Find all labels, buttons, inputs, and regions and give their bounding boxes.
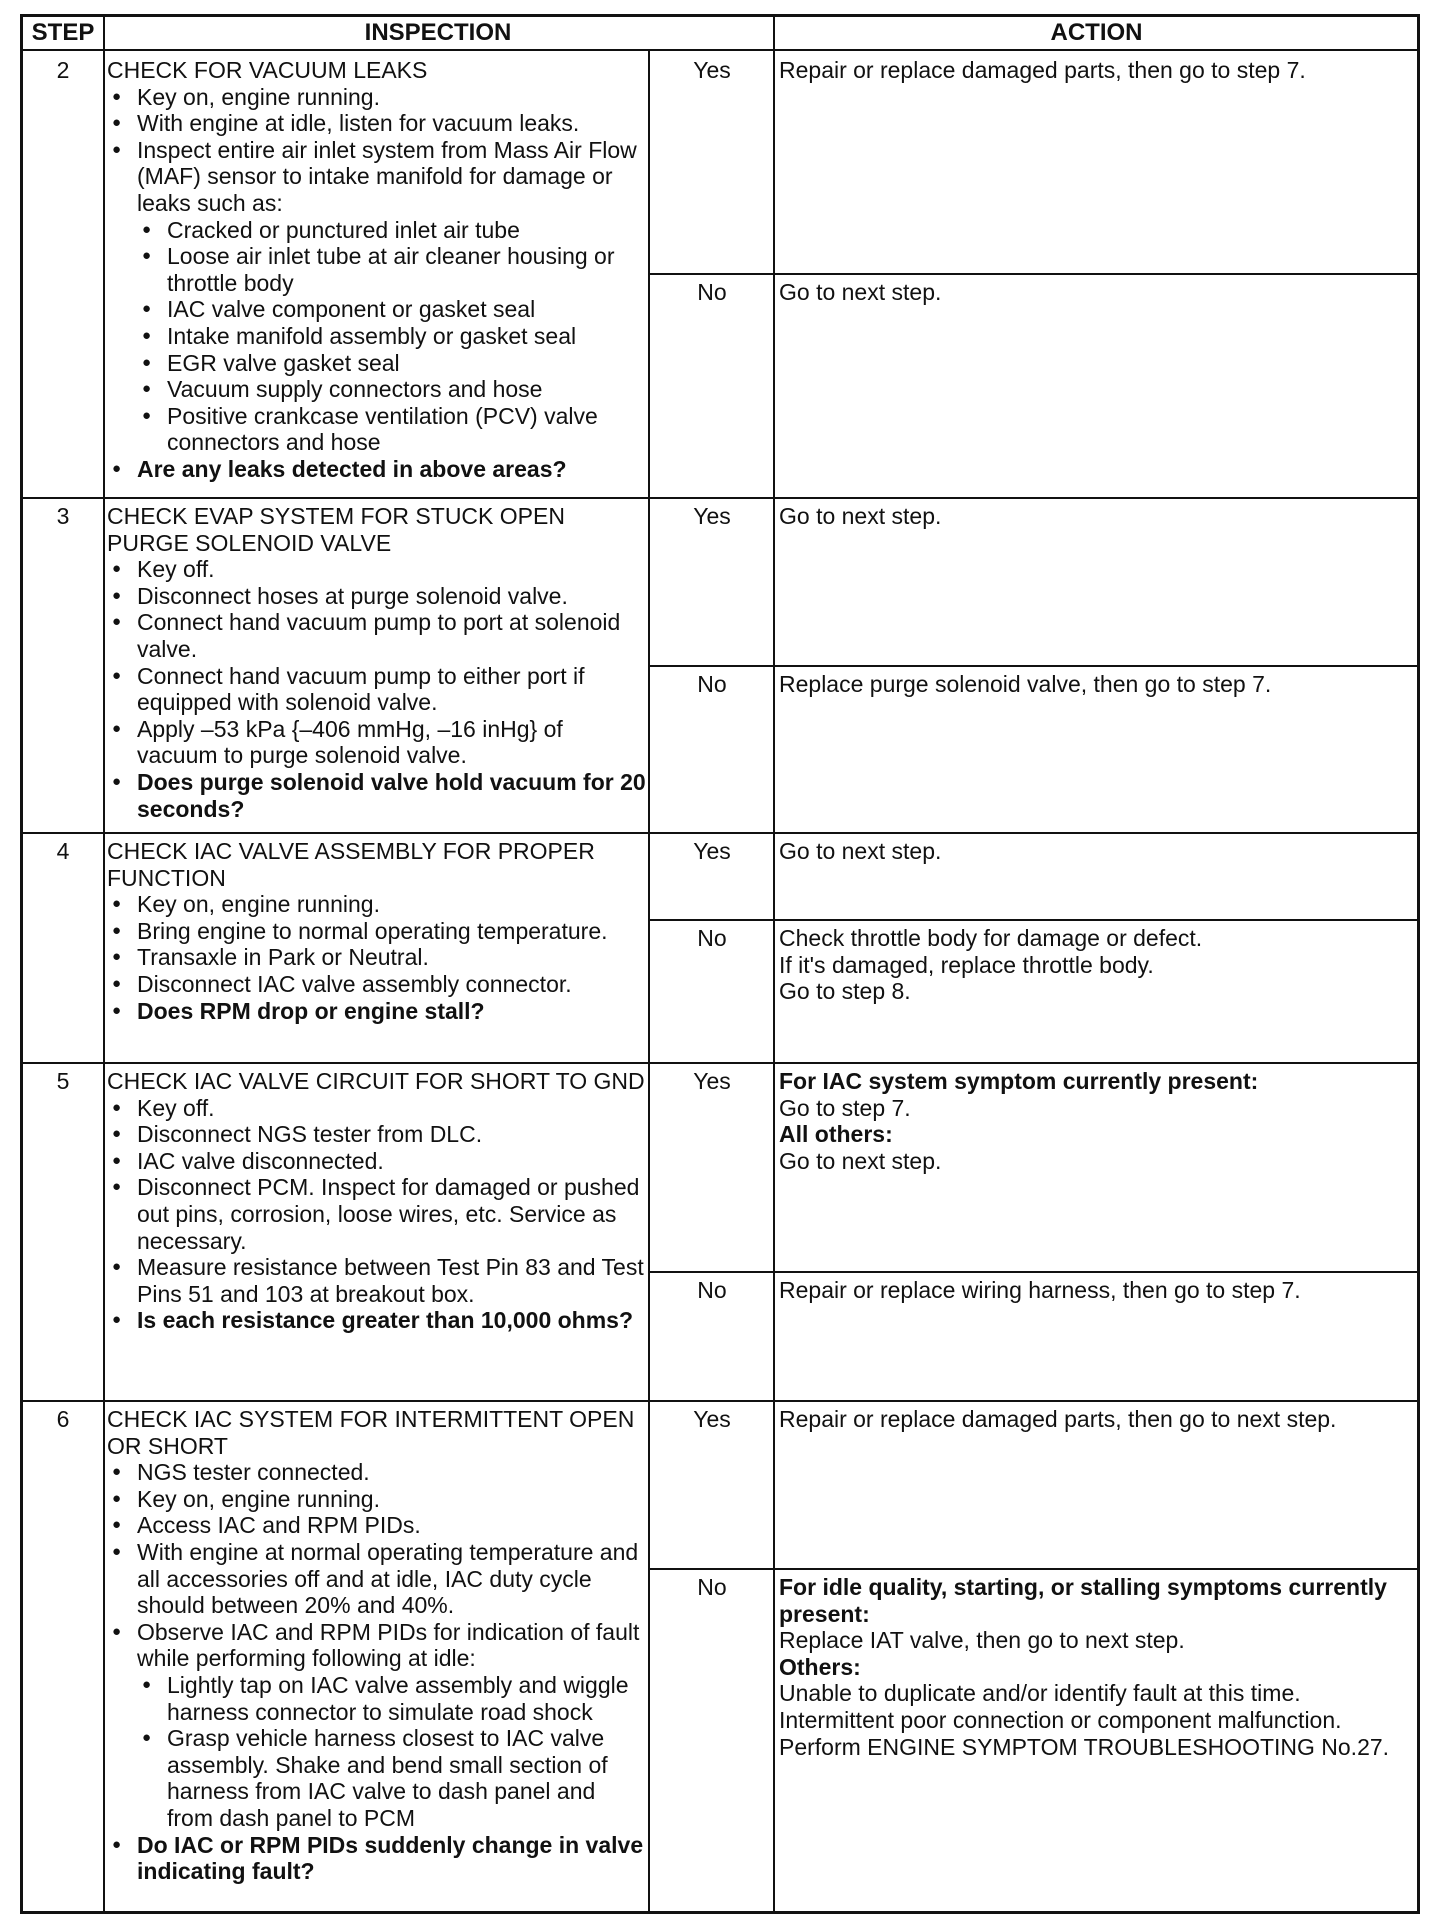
inspection-question: ● Is each resistance greater than 10,000 ohms? <box>107 1307 647 1334</box>
action-condition: All others: <box>779 1121 893 1148</box>
inspection-item: ● With engine at idle, listen for vacuum leaks. <box>107 110 647 137</box>
inspection-item: ● Inspect entire air inlet system from Mass Air Flow (MAF) sensor to intake manifold for damage or leaks such as: <box>107 137 647 217</box>
inspection-question: ● Are any leaks detected in above areas? <box>107 456 647 483</box>
inspection-cell <box>107 503 647 822</box>
yes-label: Yes <box>693 1068 731 1094</box>
inspection-item: ● Key off. <box>107 1095 647 1122</box>
action-text: Check throttle body for damage or defect. <box>779 925 1203 951</box>
action-no <box>779 1574 1409 1760</box>
step-number: 6 <box>56 1406 70 1432</box>
inspection-item: ● NGS tester connected. <box>107 1459 647 1486</box>
action-text: Repair or replace damaged parts, then go to step 7. <box>779 57 1306 83</box>
step-title: CHECK IAC SYSTEM FOR INTERMITTENT OPEN OR SHORT <box>107 1406 635 1459</box>
inspection-subitem: ● Loose air inlet tube at air cleaner housing or throttle body <box>137 243 647 296</box>
step-number: 4 <box>56 838 70 864</box>
step-title: CHECK IAC VALVE CIRCUIT FOR SHORT TO GND <box>107 1068 645 1094</box>
yesno-row-divider <box>648 273 1417 275</box>
inspection-item: ● Access IAC and RPM PIDs. <box>107 1512 647 1539</box>
action-yes <box>779 838 1409 865</box>
inspection-subitem: ● Lightly tap on IAC valve assembly and wiggle harness connector to simulate road shock <box>137 1672 647 1725</box>
inspection-question: ● Do IAC or RPM PIDs suddenly change in valve indicating fault? <box>107 1832 647 1885</box>
yesno-row-divider <box>648 1271 1417 1273</box>
no-label: No <box>697 925 727 951</box>
yesno-row-divider <box>648 665 1417 667</box>
inspection-item: ● Key on, engine running. <box>107 1486 647 1513</box>
action-text: Go to next step. <box>779 838 942 864</box>
action-text: Go to next step. <box>779 503 942 529</box>
column-divider <box>103 17 105 1911</box>
inspection-item: ● Observe IAC and RPM PIDs for indication of fault while performing following at idle: <box>107 1619 647 1672</box>
no-label: No <box>697 1277 727 1303</box>
inspection-subitem: ● Grasp vehicle harness closest to IAC valve assembly. Shake and bend small section of harness from IAC valve to dash panel and from dash panel to PCM <box>137 1725 647 1831</box>
inspection-item: ● Measure resistance between Test Pin 83 and Test Pins 51 and 103 at breakout box. <box>107 1254 647 1307</box>
inspection-question: ● Does purge solenoid valve hold vacuum for 20 seconds? <box>107 769 647 822</box>
row-divider <box>23 497 1417 499</box>
inspection-item: ● Key off. <box>107 556 647 583</box>
action-yes <box>779 503 1409 530</box>
inspection-subitem: ● Positive crankcase ventilation (PCV) valve connectors and hose <box>137 403 647 456</box>
action-no <box>779 925 1409 1005</box>
inspection-subitem: ● EGR valve gasket seal <box>137 350 647 377</box>
inspection-item: ● Disconnect hoses at purge solenoid valve. <box>107 583 647 610</box>
action-no <box>779 279 1409 306</box>
inspection-item: ● Apply –53 kPa {–406 mmHg, –16 inHg} of vacuum to purge solenoid valve. <box>107 716 647 769</box>
inspection-cell <box>107 57 647 483</box>
inspection-item: ● Disconnect PCM. Inspect for damaged or pushed out pins, corrosion, loose wires, etc. Service as necessary. <box>107 1174 647 1254</box>
action-condition: For IAC system symptom currently present: <box>779 1068 1259 1094</box>
row-divider <box>23 1062 1417 1064</box>
inspection-item: ● Transaxle in Park or Neutral. <box>107 944 647 971</box>
inspection-item: ● Connect hand vacuum pump to port at solenoid valve. <box>107 609 647 662</box>
yes-label: Yes <box>693 838 731 864</box>
yesno-row-divider <box>648 1568 1417 1570</box>
inspection-item: ● Disconnect IAC valve assembly connector. <box>107 971 647 998</box>
action-text: Repair or replace wiring harness, then go to step 7. <box>779 1277 1301 1303</box>
action-yes <box>779 1406 1409 1433</box>
yesno-divider <box>648 51 650 1911</box>
action-no <box>779 671 1409 698</box>
yesno-row-divider <box>648 919 1417 921</box>
inspection-item: ● Bring engine to normal operating temperature. <box>107 918 647 945</box>
action-text: Perform ENGINE SYMPTOM TROUBLESHOOTING No.27. <box>779 1733 1390 1760</box>
action-text: Go to step 8. <box>779 978 911 1005</box>
header-action: ACTION <box>773 17 1420 51</box>
action-text: Unable to duplicate and/or identify fault at this time. <box>779 1680 1301 1707</box>
no-label: No <box>697 279 727 305</box>
inspection-subitem: ● Cracked or punctured inlet air tube <box>137 217 647 244</box>
action-condition: For idle quality, starting, or stalling symptoms currently present: <box>779 1574 1387 1627</box>
header-inspection: INSPECTION <box>103 17 773 51</box>
inspection-item: ● With engine at normal operating temperature and all accessories off and at idle, IAC duty cycle should between 20% and 40%. <box>107 1539 647 1619</box>
step-title: CHECK IAC VALVE ASSEMBLY FOR PROPER FUNCTION <box>107 838 595 891</box>
inspection-subitem: ● IAC valve component or gasket seal <box>137 296 647 323</box>
inspection-subitem: ● Intake manifold assembly or gasket seal <box>137 323 647 350</box>
step-number: 2 <box>56 57 70 83</box>
inspection-subitem: ● Vacuum supply connectors and hose <box>137 376 647 403</box>
inspection-item: ● Disconnect NGS tester from DLC. <box>107 1121 647 1148</box>
action-no <box>779 1277 1409 1304</box>
inspection-question: ● Does RPM drop or engine stall? <box>107 998 647 1025</box>
yes-label: Yes <box>693 1406 731 1432</box>
row-divider <box>23 1400 1417 1402</box>
action-text: Go to next step. <box>779 1147 942 1174</box>
inspection-item: ● Key on, engine running. <box>107 84 647 111</box>
step-number: 3 <box>56 503 70 529</box>
step-title: CHECK EVAP SYSTEM FOR STUCK OPEN PURGE SOLENOID VALVE <box>107 503 565 556</box>
action-text: Go to step 7. <box>779 1094 911 1121</box>
action-text: If it's damaged, replace throttle body. <box>779 951 1154 978</box>
action-yes <box>779 57 1409 84</box>
action-condition: Others: <box>779 1653 861 1680</box>
action-text: Repair or replace damaged parts, then go to next step. <box>779 1406 1337 1432</box>
header-step: STEP <box>23 17 103 51</box>
yes-label: Yes <box>693 503 731 529</box>
inspection-cell <box>107 838 647 1024</box>
action-text: Go to next step. <box>779 279 942 305</box>
column-divider <box>773 17 775 1911</box>
inspection-cell <box>107 1406 647 1885</box>
step-title: CHECK FOR VACUUM LEAKS <box>107 57 428 83</box>
yes-label: Yes <box>693 57 731 83</box>
inspection-item: ● Connect hand vacuum pump to either port if equipped with solenoid valve. <box>107 663 647 716</box>
inspection-item: ● Key on, engine running. <box>107 891 647 918</box>
no-label: No <box>697 671 727 697</box>
action-text: Intermittent poor connection or component malfunction. <box>779 1706 1342 1733</box>
action-text: Replace purge solenoid valve, then go to step 7. <box>779 671 1272 697</box>
action-yes <box>779 1068 1409 1174</box>
troubleshooting-table <box>20 14 1420 1914</box>
inspection-item: ● IAC valve disconnected. <box>107 1148 647 1175</box>
step-number: 5 <box>56 1068 70 1094</box>
row-divider <box>23 832 1417 834</box>
no-label: No <box>697 1574 727 1600</box>
inspection-cell <box>107 1068 647 1334</box>
action-text: Replace IAT valve, then go to next step. <box>779 1627 1185 1654</box>
